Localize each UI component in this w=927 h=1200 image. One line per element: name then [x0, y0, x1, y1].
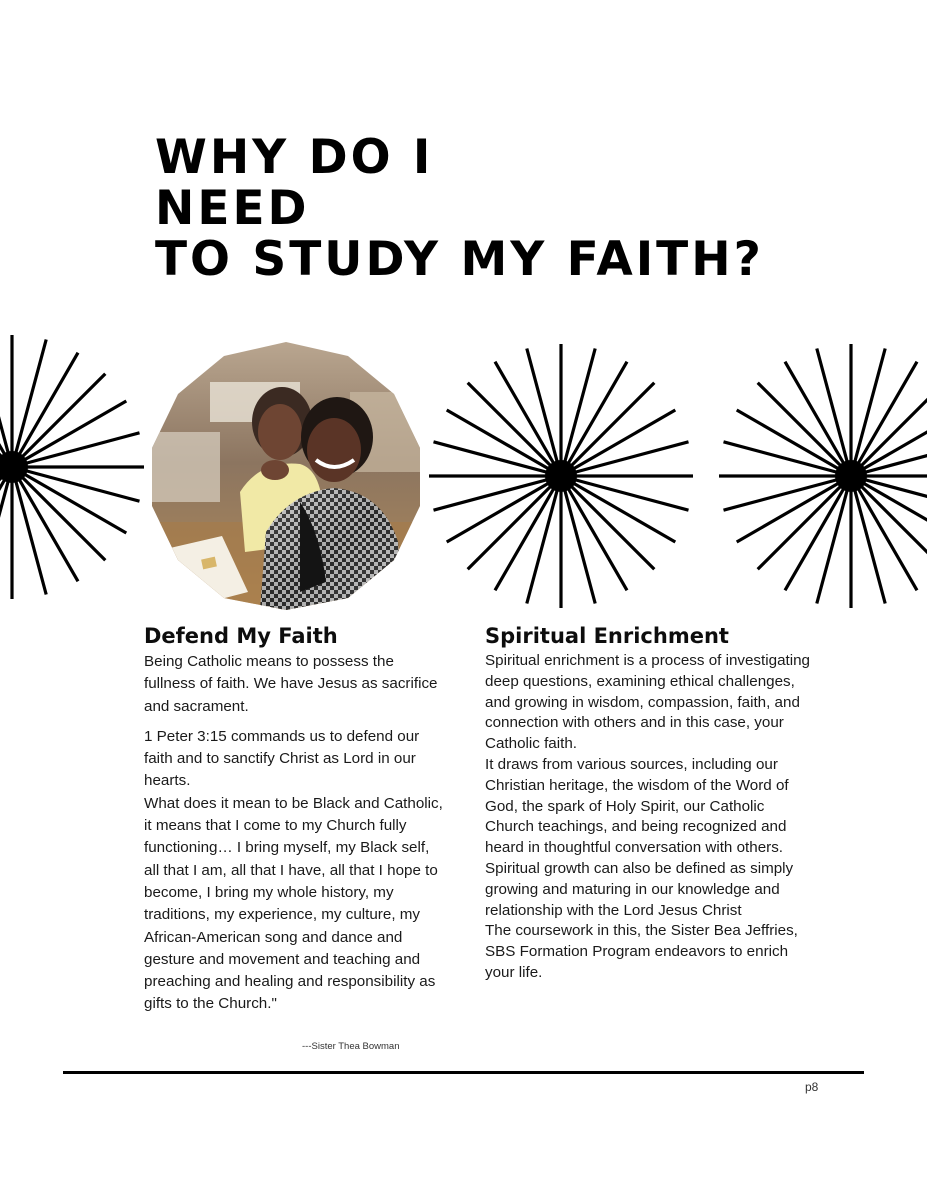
enrichment-paragraph-1: Spiritual enrichment is a process of investigating deep questions, examining ethical challenges, and growing in wisdom, compassion, faith, and connection with others and in this case, your Catholic faith.: [485, 652, 811, 753]
section-title-enrichment: Spiritual Enrichment: [485, 624, 729, 648]
starburst-center-dot: [835, 460, 867, 492]
defend-paragraph-3: What does it mean to be Black and Catholic, it means that I come to my Church fully functioning… I bring myself, my Black self, all that I am, all that I have, all that I hope to become, I bring my whole history, my traditions, my experience, my culture, my African-American song and dance and gesture and movement and teaching and preaching and healing and responsibility as gifts to the Church.": [144, 794, 443, 1013]
title-line-1: WHY DO I: [155, 130, 434, 185]
defend-paragraph-2: 1 Peter 3:15 commands us to defend our faith and to sanctify Christ as Lord in our hearts.: [144, 727, 420, 790]
defend-paragraph-1: Being Catholic means to possess the fullness of faith. We have Jesus as sacrifice and sacrament.: [144, 653, 438, 715]
column-defend-my-faith: [144, 623, 444, 1016]
quote-attribution: ---Sister Thea Bowman: [302, 1041, 400, 1052]
title-line-2: NEED: [155, 181, 310, 236]
enrichment-paragraph-2: It draws from various sources, including our Christian heritage, the wisdom of the Word of God, the spark of Holy Spirit, our Catholic Church teachings, and being recognized and heard in thoughtful conversation with others.: [485, 755, 789, 857]
page-number: p8: [805, 1080, 819, 1094]
column-spiritual-enrichment: [485, 623, 815, 984]
enrichment-paragraph-4: The coursework in this, the Sister Bea Jeffries, SBS Formation Program endeavors to enrich your life.: [485, 922, 798, 981]
section-title-defend: Defend My Faith: [144, 624, 338, 648]
footer-divider: [63, 1071, 864, 1074]
enrichment-paragraph-3: Spiritual growth can also be defined as simply growing and maturing in our knowledge and relationship with the Lord Jesus Christ: [485, 859, 794, 919]
title-line-3: TO STUDY MY FAITH?: [155, 232, 764, 287]
photo-women-smiling: [150, 342, 422, 610]
